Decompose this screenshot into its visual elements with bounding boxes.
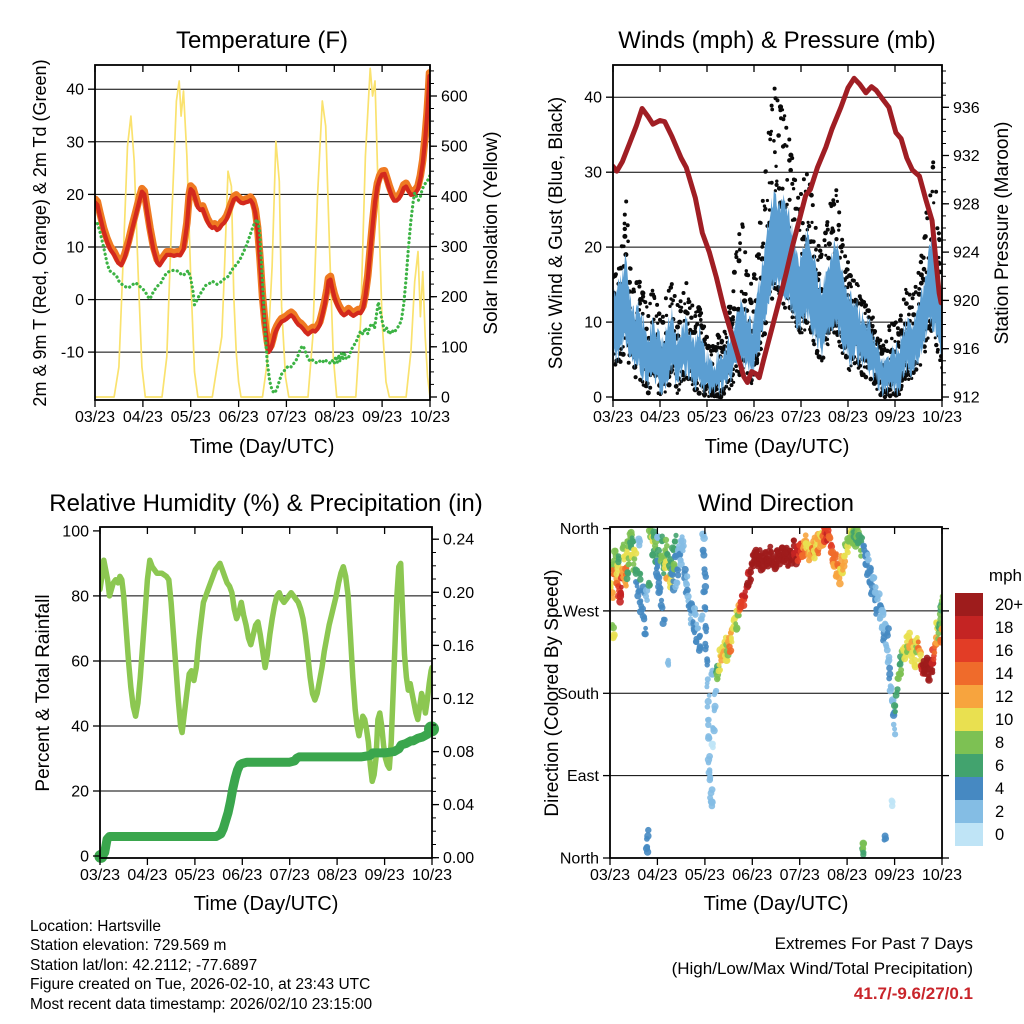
svg-text:0.20: 0.20 [443, 584, 475, 602]
svg-text:100: 100 [62, 523, 89, 541]
svg-text:07/23: 07/23 [269, 867, 310, 884]
svg-text:06/23: 06/23 [218, 409, 259, 426]
svg-text:0: 0 [75, 292, 84, 310]
humidity-markers [94, 722, 439, 863]
svg-text:500: 500 [441, 138, 468, 156]
svg-text:10: 10 [66, 239, 84, 257]
svg-text:04/23: 04/23 [122, 409, 163, 426]
svg-text:08/23: 08/23 [314, 409, 355, 426]
latlon-line: Station lat/lon: 42.2112; -77.6897 [30, 956, 258, 974]
svg-text:18: 18 [995, 619, 1014, 637]
legend-swatch-10 [955, 708, 983, 731]
svg-text:06/23: 06/23 [732, 867, 773, 884]
svg-text:0.00: 0.00 [443, 850, 475, 868]
svg-text:04/23: 04/23 [637, 867, 678, 884]
svg-text:09/23: 09/23 [874, 409, 916, 426]
svg-text:09/23: 09/23 [874, 867, 915, 884]
legend-swatch-8 [955, 731, 983, 754]
svg-text:10/23: 10/23 [409, 409, 451, 426]
legend-swatch-14 [955, 662, 983, 685]
svg-text:20: 20 [66, 186, 84, 204]
svg-text:300: 300 [441, 239, 468, 256]
svg-text:80: 80 [71, 588, 89, 606]
svg-text:0: 0 [995, 826, 1005, 844]
winddir-left-axis-label: Direction (Colored By Speed) [542, 569, 563, 817]
humidity-x-axis-label: Time (Day/UTC) [193, 893, 339, 915]
svg-text:920: 920 [953, 292, 980, 310]
svg-text:08/23: 08/23 [827, 409, 869, 426]
svg-text:North: North [559, 521, 599, 539]
svg-text:932: 932 [953, 148, 980, 165]
svg-text:04/23: 04/23 [639, 409, 681, 426]
svg-text:05/23: 05/23 [686, 409, 728, 426]
svg-text:03/23: 03/23 [592, 409, 634, 426]
chart-title-winds: Winds (mph) & Pressure (mb) [618, 27, 936, 54]
svg-text:07/23: 07/23 [780, 409, 822, 426]
winds-right-axis-label: Station Pressure (Maroon) [992, 121, 1013, 345]
svg-text:North: North [559, 850, 599, 868]
svg-text:14: 14 [995, 665, 1014, 683]
created-line: Figure created on Tue, 2026-02-10, at 23:43 UTC [30, 976, 371, 994]
svg-text:10/23: 10/23 [921, 867, 963, 884]
temperature-right-axis-label: Solar Insolation (Yellow) [481, 131, 502, 335]
svg-text:05/23: 05/23 [174, 867, 215, 884]
svg-text:South: South [557, 685, 599, 703]
timestamp-line: Most recent data timestamp: 2026/02/10 23:15:00 [30, 995, 373, 1013]
svg-text:924: 924 [953, 244, 980, 262]
svg-text:10/23: 10/23 [411, 867, 453, 884]
svg-text:916: 916 [953, 341, 980, 359]
chart-title-humidity: Relative Humidity (%) & Precipitation (in) [49, 490, 483, 517]
temperature-axes [61, 65, 468, 426]
humidity-left-axis-label: Percent & Total Rainfall [33, 594, 54, 792]
legend-swatch-6 [955, 754, 983, 777]
svg-text:0.04: 0.04 [443, 797, 475, 815]
legend-title-mph: mph [988, 566, 1022, 585]
chart-title-winddir: Wind Direction [697, 490, 855, 517]
legend-swatch-18 [955, 616, 983, 639]
svg-text:-10: -10 [60, 344, 84, 362]
svg-text:600: 600 [441, 88, 468, 106]
legend-swatch-16 [955, 639, 983, 662]
extremes-subtitle: (High/Low/Max Wind/Total Precipitation) [671, 959, 973, 978]
svg-text:09/23: 09/23 [364, 867, 405, 884]
series-relative-humidity [100, 560, 432, 781]
svg-text:0.24: 0.24 [443, 531, 475, 549]
svg-text:60: 60 [71, 653, 89, 671]
svg-text:16: 16 [995, 642, 1014, 660]
svg-text:30: 30 [66, 134, 84, 152]
speed-legend [955, 593, 1023, 846]
winds-plot [512, 0, 1024, 470]
svg-text:2: 2 [995, 803, 1005, 821]
svg-text:40: 40 [584, 89, 602, 107]
svg-text:40: 40 [66, 81, 84, 99]
svg-text:06/23: 06/23 [222, 867, 263, 884]
svg-text:10: 10 [584, 314, 602, 332]
temperature-series [95, 68, 430, 397]
series-wind-direction [607, 524, 945, 858]
svg-text:08/23: 08/23 [827, 867, 868, 884]
legend-swatch-20+ [955, 593, 983, 616]
svg-text:07/23: 07/23 [266, 409, 307, 426]
svg-text:0: 0 [593, 389, 602, 407]
extremes-block [672, 931, 973, 1006]
svg-text:20: 20 [584, 239, 602, 257]
svg-text:10: 10 [995, 711, 1014, 729]
legend-swatch-12 [955, 685, 983, 708]
temperature-plot [0, 0, 512, 470]
svg-text:09/23: 09/23 [362, 409, 403, 426]
svg-text:6: 6 [995, 757, 1005, 775]
legend-swatch-0 [955, 823, 983, 846]
humidity-series [100, 560, 432, 858]
svg-text:200: 200 [441, 289, 468, 307]
svg-text:936: 936 [953, 99, 980, 117]
svg-text:03/23: 03/23 [589, 867, 631, 884]
svg-text:4: 4 [995, 780, 1005, 798]
svg-text:East: East [566, 768, 599, 786]
svg-text:05/23: 05/23 [684, 867, 725, 884]
svg-text:06/23: 06/23 [733, 409, 775, 426]
svg-text:30: 30 [584, 164, 602, 182]
location-line: Location: Hartsville [30, 918, 161, 935]
svg-text:0.16: 0.16 [443, 637, 475, 655]
svg-text:40: 40 [71, 718, 89, 736]
winddir-x-axis-label: Time (Day/UTC) [703, 893, 849, 915]
svg-text:03/23: 03/23 [79, 867, 121, 884]
svg-text:0.08: 0.08 [443, 744, 475, 762]
temperature-left-axis-label: 2m & 9m T (Red, Orange) & 2m Td (Green) [30, 59, 50, 407]
extremes-values: 41.7/-9.6/27/0.1 [853, 984, 973, 1003]
winds-series [611, 78, 945, 399]
svg-text:20+: 20+ [995, 596, 1023, 614]
svg-text:10/23: 10/23 [921, 409, 963, 426]
legend-swatch-2 [955, 800, 983, 823]
svg-text:08/23: 08/23 [317, 867, 358, 884]
svg-text:05/23: 05/23 [170, 409, 211, 426]
series-solar-insolation [95, 68, 430, 397]
svg-text:0: 0 [80, 848, 89, 866]
svg-text:0.12: 0.12 [443, 691, 475, 708]
svg-text:8: 8 [995, 734, 1005, 752]
svg-text:07/23: 07/23 [779, 867, 820, 884]
svg-text:400: 400 [441, 188, 468, 206]
legend-swatch-4 [955, 777, 983, 800]
temperature-x-axis-label: Time (Day/UTC) [189, 436, 335, 458]
elevation-line: Station elevation: 729.569 m [30, 937, 227, 955]
svg-text:0: 0 [441, 389, 450, 407]
winddir-plot [512, 470, 1024, 930]
svg-text:20: 20 [71, 783, 89, 801]
winddir-series [607, 524, 945, 858]
svg-text:12: 12 [995, 688, 1014, 706]
chart-title-temperature: Temperature (F) [175, 27, 349, 54]
humidity-plot [0, 470, 512, 930]
winds-left-axis-label: Sonic Wind & Gust (Blue, Black) [546, 96, 567, 370]
svg-text:928: 928 [953, 196, 980, 214]
extremes-title: Extremes For Past 7 Days [774, 934, 973, 953]
svg-text:04/23: 04/23 [127, 867, 168, 884]
svg-text:100: 100 [441, 339, 468, 357]
svg-text:03/23: 03/23 [74, 409, 116, 426]
station-metadata [30, 917, 372, 1014]
series-2m-9m-temperature [95, 73, 430, 352]
svg-text:West: West [562, 603, 599, 621]
svg-text:912: 912 [953, 389, 980, 407]
winds-x-axis-label: Time (Day/UTC) [704, 436, 850, 458]
